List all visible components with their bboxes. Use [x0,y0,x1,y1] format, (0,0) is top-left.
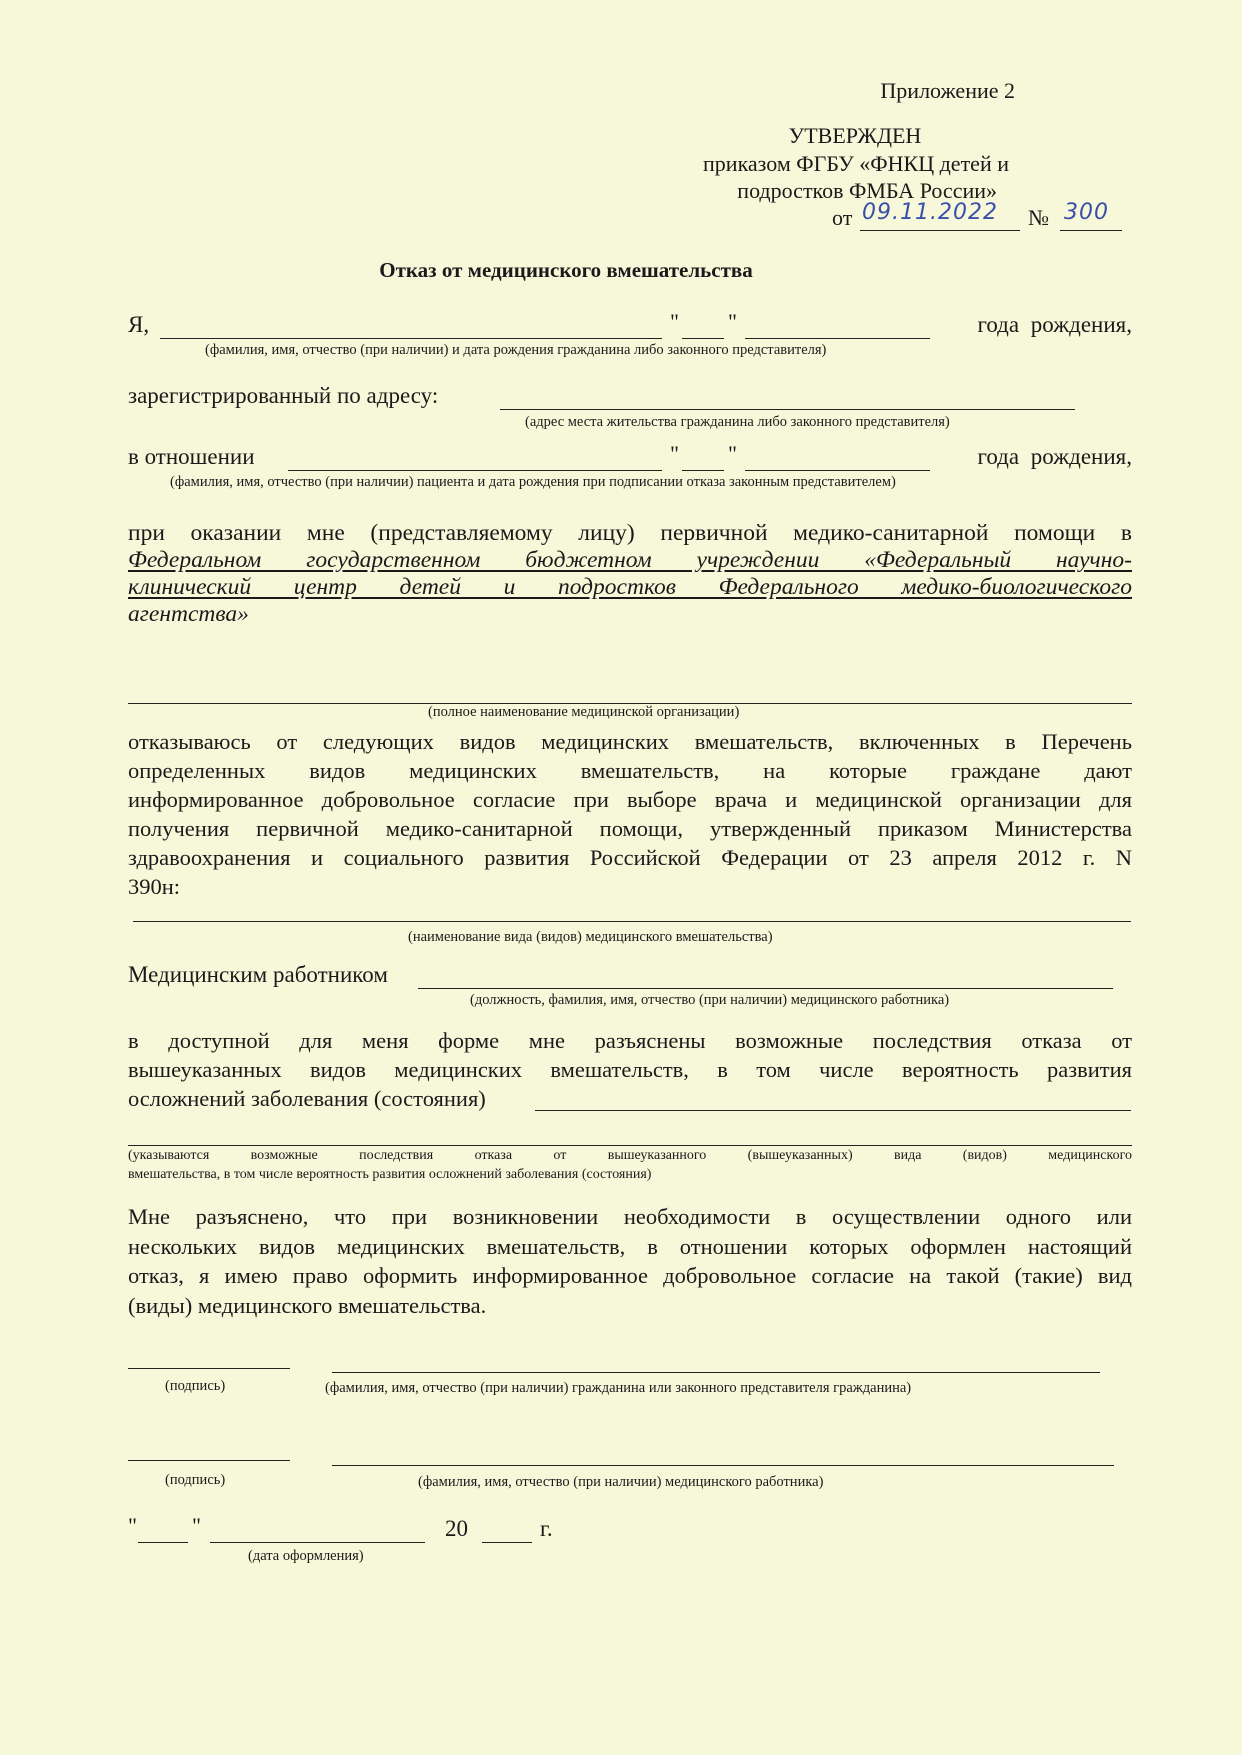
worker-field[interactable] [418,988,1113,989]
text-line: здравоохранения и социального развития Российской Федерации от 23 апреля 2012 г. N [128,845,1132,870]
approved-label: УТВЕРЖДЕН [788,123,922,148]
date-day-field[interactable] [138,1542,188,1543]
quote-close: " [728,441,737,466]
patient-name-field[interactable] [288,470,662,471]
address-field[interactable] [500,409,1075,410]
i-label: Я, [128,312,150,337]
relation-caption: (фамилия, имя, отчество (при наличии) пациента и дата рождения при подписании отказа законным представителем) [170,474,896,490]
org-name-line-2: клинический центр детей и подростков Федерального медико-биологического [128,574,1132,600]
text-line: отказ, я имею право оформить информированное добровольное согласие на такой (такие) вид [128,1263,1132,1288]
text-line: информированное добровольное согласие при выборе врача и медицинской организации для [128,787,1132,812]
text-line: определенных видов медицинских вмешательств, на которые граждане дают [128,758,1132,783]
consequences-caption: (указываются возможные последствия отказа от вышеуказанного (вышеуказанных) вида (видов) медицинского [128,1148,1132,1163]
text-line: вышеуказанных видов медицинских вмешательств, в том числе вероятность развития [128,1057,1132,1082]
citizen-name-field[interactable] [332,1372,1100,1373]
intervention-caption: (наименование вида (видов) медицинского вмешательства) [408,929,773,945]
citizen-signature-field[interactable] [128,1368,290,1369]
relation-label: в отношении [128,444,255,469]
patient-birth-month-field[interactable] [745,470,930,471]
name-field[interactable] [160,338,662,339]
document-title: Отказ от медицинского вмешательства [379,258,753,282]
date-year-field[interactable] [482,1542,532,1543]
appendix-label: Приложение 2 [880,78,1015,103]
order-from-label: от [832,205,853,230]
text-line: нескольких видов медицинских вмешательств, в отношении которых оформлен настоящий [128,1233,1132,1259]
quote-close: " [728,309,737,334]
date-caption: (дата оформления) [248,1548,364,1564]
address-caption: (адрес места жительства гражданина либо законного представителя) [525,414,950,430]
address-label: зарегистрированный по адресу: [128,383,439,408]
order-line-1: приказом ФГБУ «ФНКЦ детей и [703,151,1009,176]
signature-caption: (подпись) [165,1378,226,1394]
refusal-paragraph [128,727,1132,901]
quote-close: " [192,1513,201,1538]
birth-month-field[interactable] [745,338,930,339]
consequences-caption: вмешательства, в том числе вероятность развития осложнений заболевания (состояния) [128,1167,652,1182]
consequences-field[interactable] [535,1110,1131,1111]
text-line: (виды) медицинского вмешательства. [128,1292,487,1318]
quote-open: " [128,1513,137,1538]
org-caption: (полное наименование медицинской организации) [428,704,740,720]
quote-open: " [670,441,679,466]
org-intro: при оказании мне (представляемому лицу) первичной медико-санитарной помощи в [128,520,1132,546]
text-line: Мне разъяснено, что при возникновении необходимости в осуществлении одного или [128,1204,1132,1229]
quote-open: " [670,309,679,334]
text-line: в доступной для меня форме мне разъяснены возможные последствия отказа от [128,1028,1132,1053]
intervention-field[interactable] [133,921,1131,922]
date-month-field[interactable] [210,1542,425,1543]
org-name-line-1: Федеральном государственном бюджетном учреждении «Федеральный научно- [128,547,1132,573]
text-line: осложнений заболевания (состояния) [128,1086,486,1111]
signature-caption: (подпись) [165,1472,226,1488]
order-number-label: № [1028,205,1049,230]
order-date-handwritten: 09.11.2022 [862,200,998,225]
birth-day-field[interactable] [682,338,724,339]
text-line: отказываюсь от следующих видов медицинских вмешательств, включенных в Перечень [128,729,1132,754]
org-name-line-3: агентства» [128,601,249,627]
worker-label: Медицинским работником [128,962,388,987]
order-line-2: подростков ФМБА России» [737,178,997,203]
year-suffix: г. [540,1516,553,1541]
year-prefix: 20 [445,1516,468,1541]
worker-caption: (должность, фамилия, имя, отчество (при наличии) медицинского работника) [470,992,950,1008]
worker-name-caption: (фамилия, имя, отчество (при наличии) медицинского работника) [418,1474,824,1490]
text-line: 390н: [128,874,181,899]
worker-signature-field[interactable] [128,1460,290,1461]
patient-birth-year-label: года рождения, [977,444,1132,469]
citizen-name-caption: (фамилия, имя, отчество (при наличии) гражданина или законного представителя гражданина) [325,1380,912,1396]
name-caption: (фамилия, имя, отчество (при наличии) и дата рождения гражданина либо законного представителя) [205,342,827,358]
patient-birth-day-field[interactable] [682,470,724,471]
worker-name-field[interactable] [332,1465,1114,1466]
text-line: получения первичной медико-санитарной помощи, утвержденный приказом Министерства [128,816,1132,841]
order-number-handwritten: 300 [1064,200,1109,225]
birth-year-label: года рождения, [977,312,1132,337]
